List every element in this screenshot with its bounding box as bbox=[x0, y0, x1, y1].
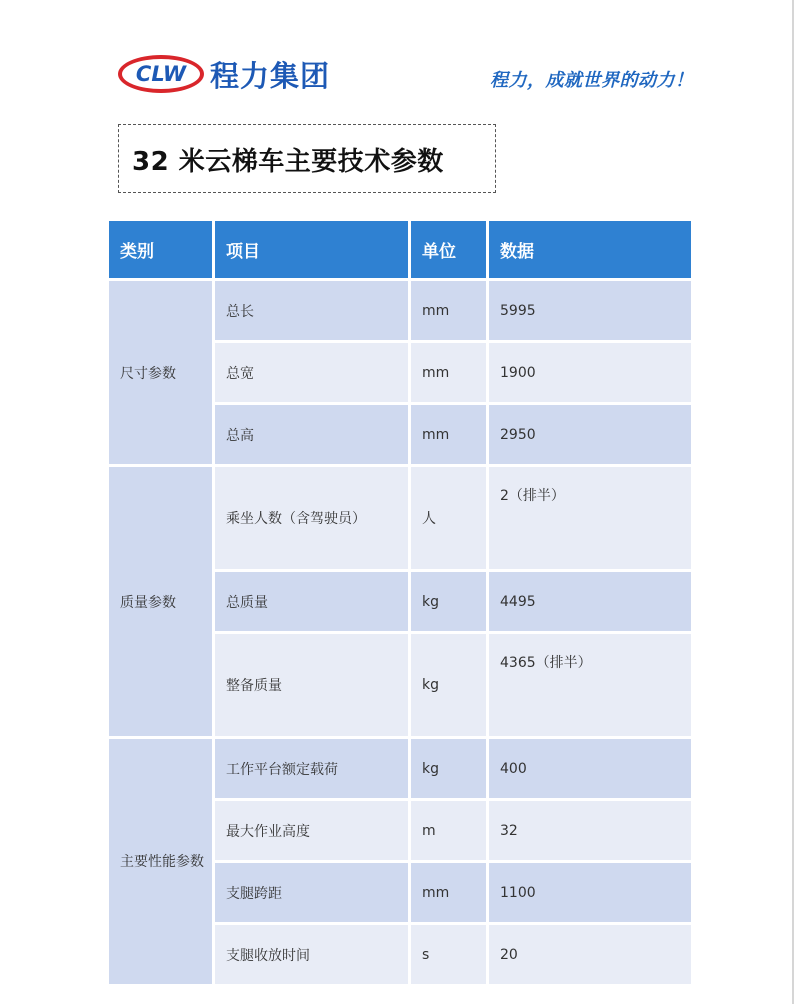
value-cell: 400 bbox=[489, 739, 691, 798]
title-box bbox=[118, 124, 496, 193]
table-header-row bbox=[109, 221, 691, 278]
value-cell: 1900 bbox=[489, 343, 691, 402]
category-label: 主要性能参数 bbox=[120, 853, 204, 870]
value-cell: 5995 bbox=[489, 281, 691, 340]
unit-cell: kg bbox=[411, 572, 486, 631]
category-cell: 尺寸参数 bbox=[109, 281, 212, 464]
unit-cell: mm bbox=[411, 281, 486, 340]
clw-logo-badge bbox=[118, 55, 204, 93]
value-cell: 2（排半） bbox=[489, 467, 691, 569]
spec-table bbox=[106, 218, 694, 987]
category-cell: 质量参数 bbox=[109, 467, 212, 736]
unit-cell: s bbox=[411, 925, 486, 984]
header-unit: 单位 bbox=[411, 221, 486, 278]
logo-badge-text: CLW bbox=[135, 62, 187, 86]
category-cell bbox=[109, 739, 212, 984]
slogan: 程力，成就世界的动力！ bbox=[490, 70, 694, 91]
value-cell: 4495 bbox=[489, 572, 691, 631]
item-cell: 总质量 bbox=[215, 572, 408, 631]
header-item: 项目 bbox=[215, 221, 408, 278]
header-category: 类别 bbox=[109, 221, 212, 278]
item-cell: 支腿跨距 bbox=[215, 863, 408, 922]
company-logo bbox=[118, 54, 330, 94]
unit-cell: kg bbox=[411, 634, 486, 736]
value-cell: 20 bbox=[489, 925, 691, 984]
item-cell: 总长 bbox=[215, 281, 408, 340]
unit-cell: mm bbox=[411, 863, 486, 922]
table-row bbox=[109, 467, 691, 569]
item-cell: 总高 bbox=[215, 405, 408, 464]
header-value: 数据 bbox=[489, 221, 691, 278]
value-cell: 4365（排半） bbox=[489, 634, 691, 736]
unit-cell: mm bbox=[411, 405, 486, 464]
item-cell: 最大作业高度 bbox=[215, 801, 408, 860]
unit-cell: 人 bbox=[411, 467, 486, 569]
table-row bbox=[109, 281, 691, 340]
item-cell: 整备质量 bbox=[215, 634, 408, 736]
page-title: 32 米云梯车主要技术参数 bbox=[132, 147, 444, 177]
item-cell: 支腿收放时间 bbox=[215, 925, 408, 984]
item-cell: 总宽 bbox=[215, 343, 408, 402]
value-cell: 32 bbox=[489, 801, 691, 860]
table-row bbox=[109, 739, 691, 798]
unit-cell: mm bbox=[411, 343, 486, 402]
item-cell: 工作平台额定载荷 bbox=[215, 739, 408, 798]
item-cell: 乘坐人数（含驾驶员） bbox=[215, 467, 408, 569]
logo-company-name: 程力集团 bbox=[210, 58, 331, 93]
value-cell: 2950 bbox=[489, 405, 691, 464]
unit-cell: kg bbox=[411, 739, 486, 798]
unit-cell: m bbox=[411, 801, 486, 860]
value-cell: 1100 bbox=[489, 863, 691, 922]
